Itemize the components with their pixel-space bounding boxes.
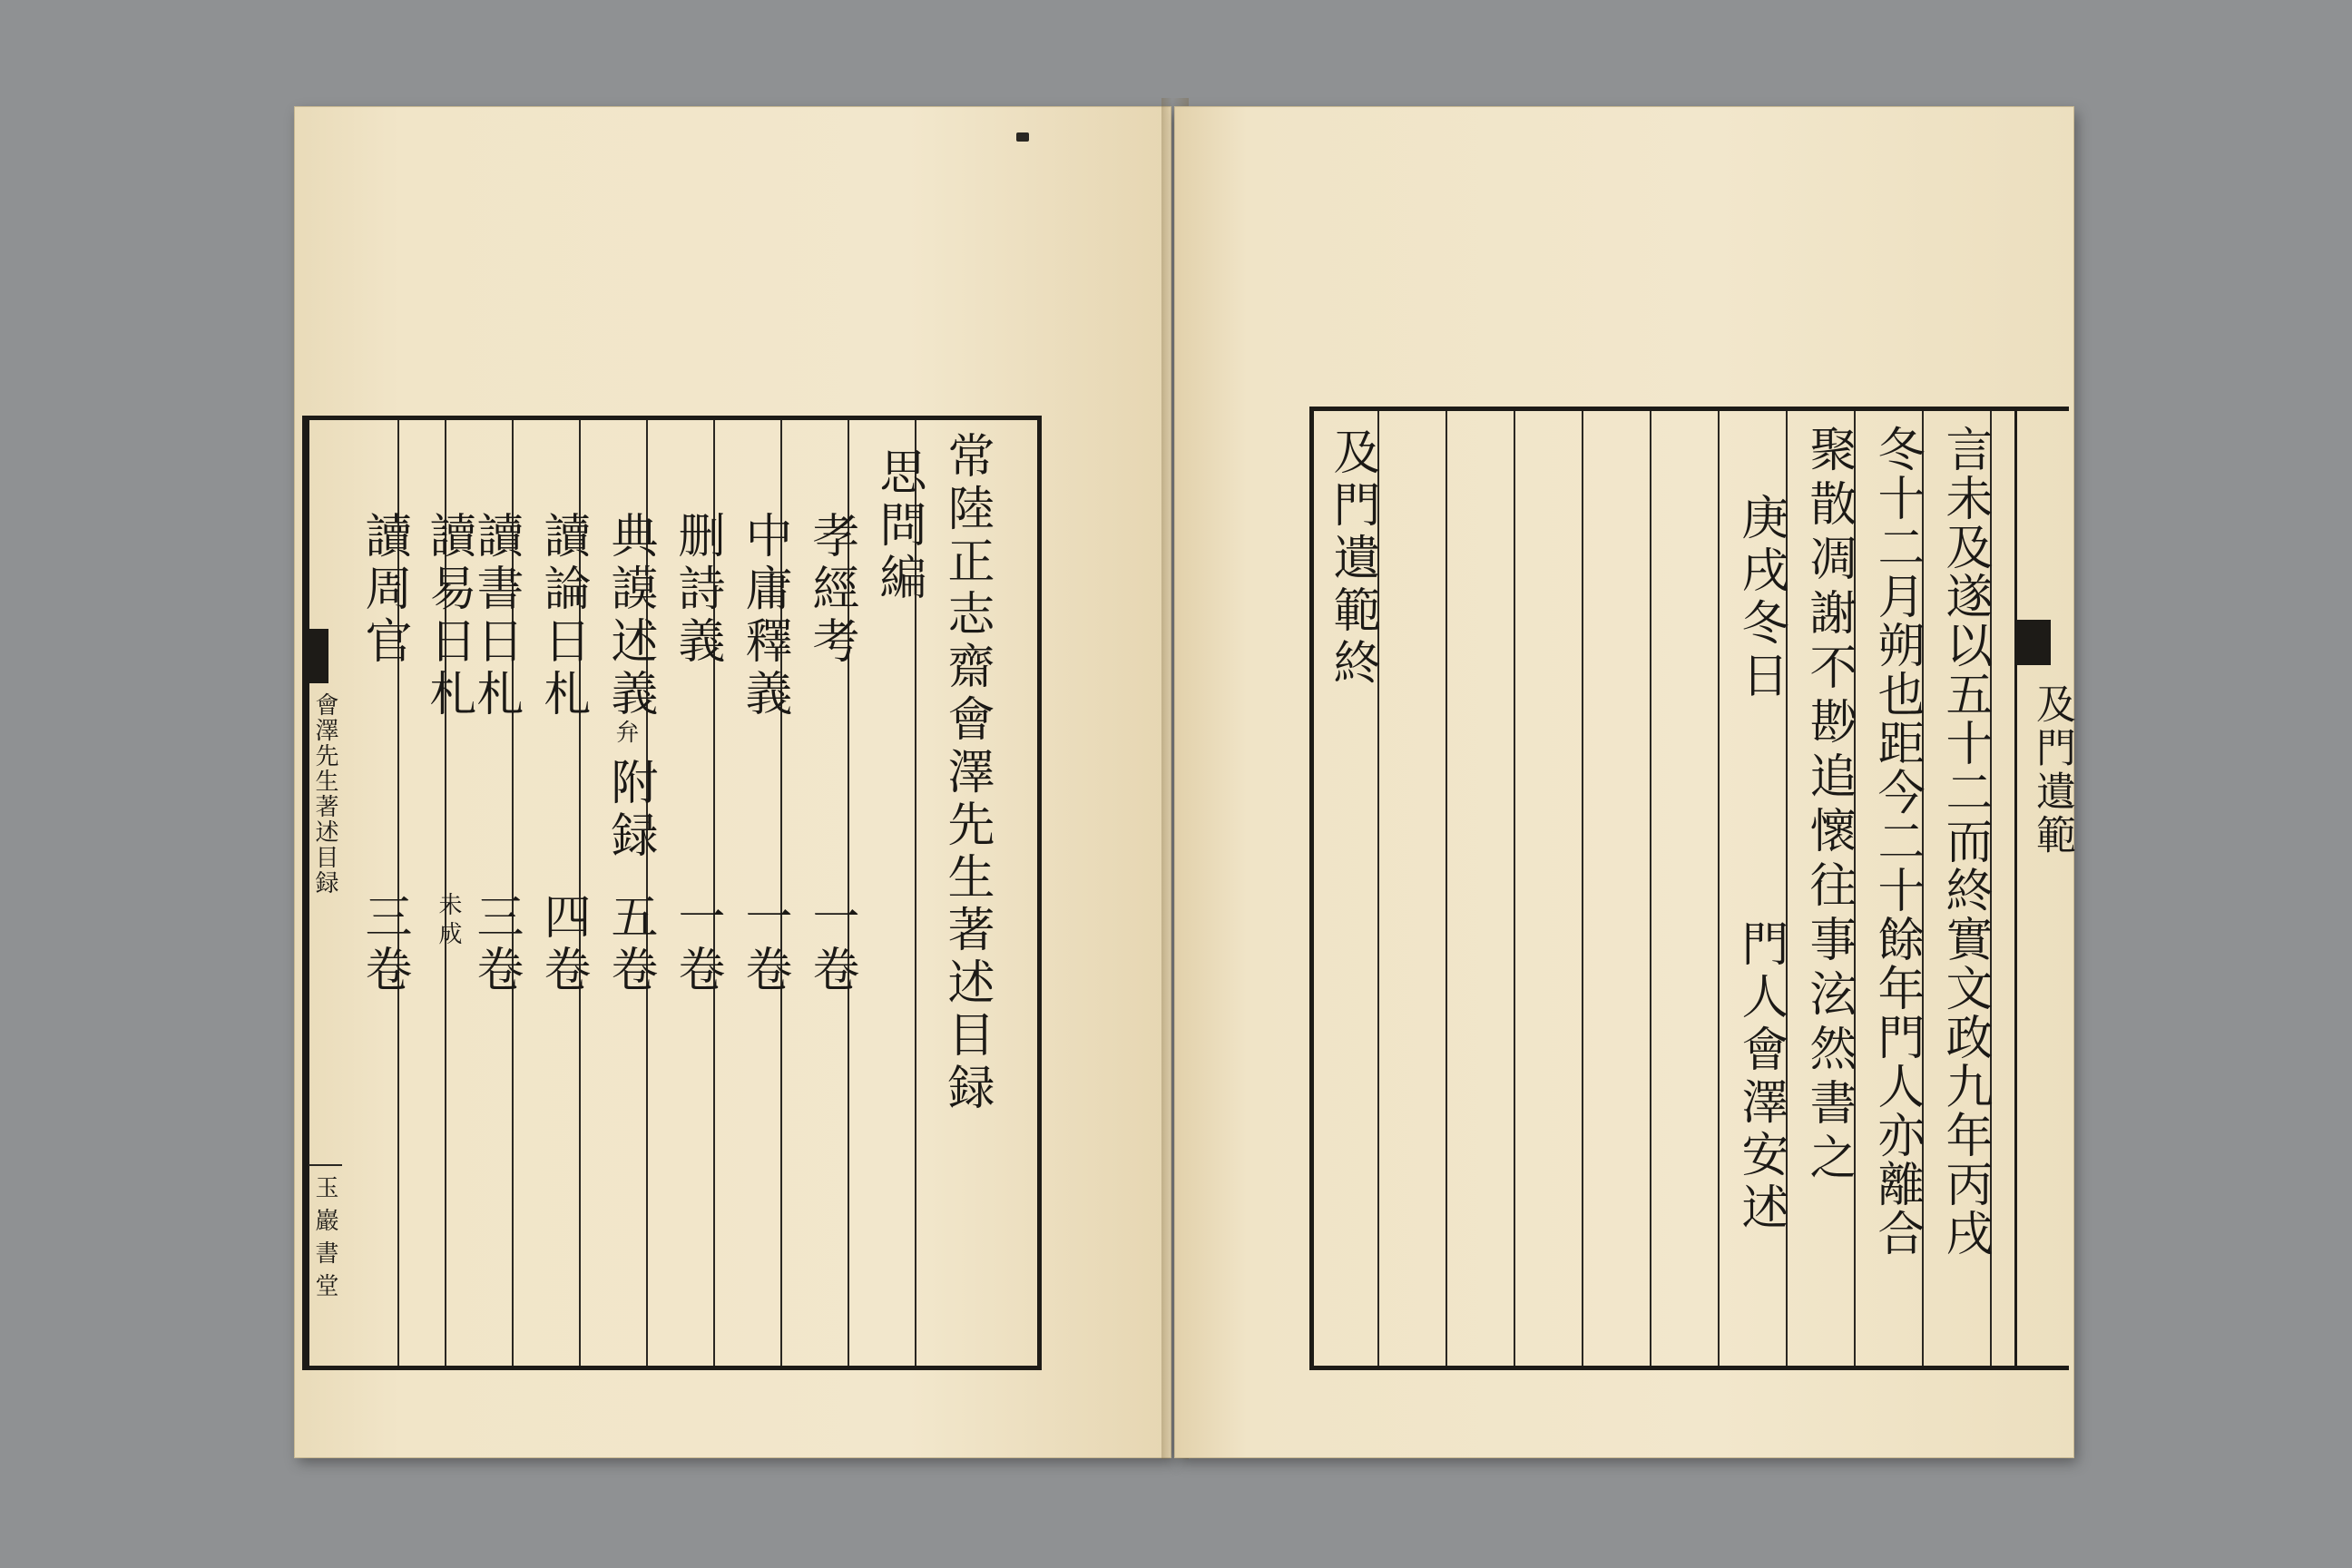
entry-status: 未成 (435, 892, 462, 950)
ink-mark (1016, 132, 1029, 142)
entry-volume: 三卷 (357, 892, 411, 997)
colophon-frame (1309, 407, 2017, 1370)
entry-volume: 四卷 (535, 892, 590, 997)
end-title: 及門遺範終 (1325, 427, 1379, 691)
margin-title: 會澤先生著述目録 (311, 692, 338, 896)
entry-title-appendix: 附録 (603, 758, 657, 863)
contents-frame (302, 416, 1042, 1370)
entry-title: 讀書日札 (468, 511, 523, 721)
entry-volume: 五卷 (603, 892, 657, 997)
entry-note: 弁 (612, 720, 639, 749)
fold-mark (2014, 620, 2051, 665)
date-line: 庚戌冬日 (1733, 493, 1788, 703)
entry-title: 讀易日札 (421, 511, 475, 721)
entry-title: 讀論日札 (535, 511, 590, 721)
entry-title: 讀周官 (357, 511, 411, 669)
publisher-name: 玉巖書堂 (309, 1164, 342, 1306)
left-page (295, 107, 1171, 1457)
open-book (295, 98, 2073, 1459)
right-page (1175, 107, 2073, 1457)
entry-volume: 一卷 (804, 892, 858, 997)
text-line: 言未及遂以五十二而終實文政九年丙戌 (1937, 425, 1992, 1258)
entry-volume: 一卷 (670, 892, 724, 997)
entry-title: 中庸釋義 (737, 511, 791, 721)
author-line: 門人會澤安述 (1733, 919, 1788, 1235)
contents-title: 常陸正志齋會澤先生著述目録 (939, 431, 994, 1115)
section-heading: 思問編 (871, 447, 926, 605)
margin-title: 及門遺範 (2029, 683, 2075, 858)
fold-mark (307, 629, 328, 683)
entry-title: 典謨述義 (603, 511, 657, 721)
entry-title: 孝經考 (804, 511, 858, 669)
entry-volume: 一卷 (737, 892, 791, 997)
text-line: 聚散凋謝不尠追懷往事泫然書之 (1801, 425, 1856, 1187)
entry-title: 删詩義 (670, 511, 724, 669)
fold-column (2014, 407, 2075, 1370)
entry-volume: 三卷 (468, 892, 523, 997)
text-line: 冬十二月朔也距今二十餘年門人亦離合 (1869, 425, 1924, 1258)
